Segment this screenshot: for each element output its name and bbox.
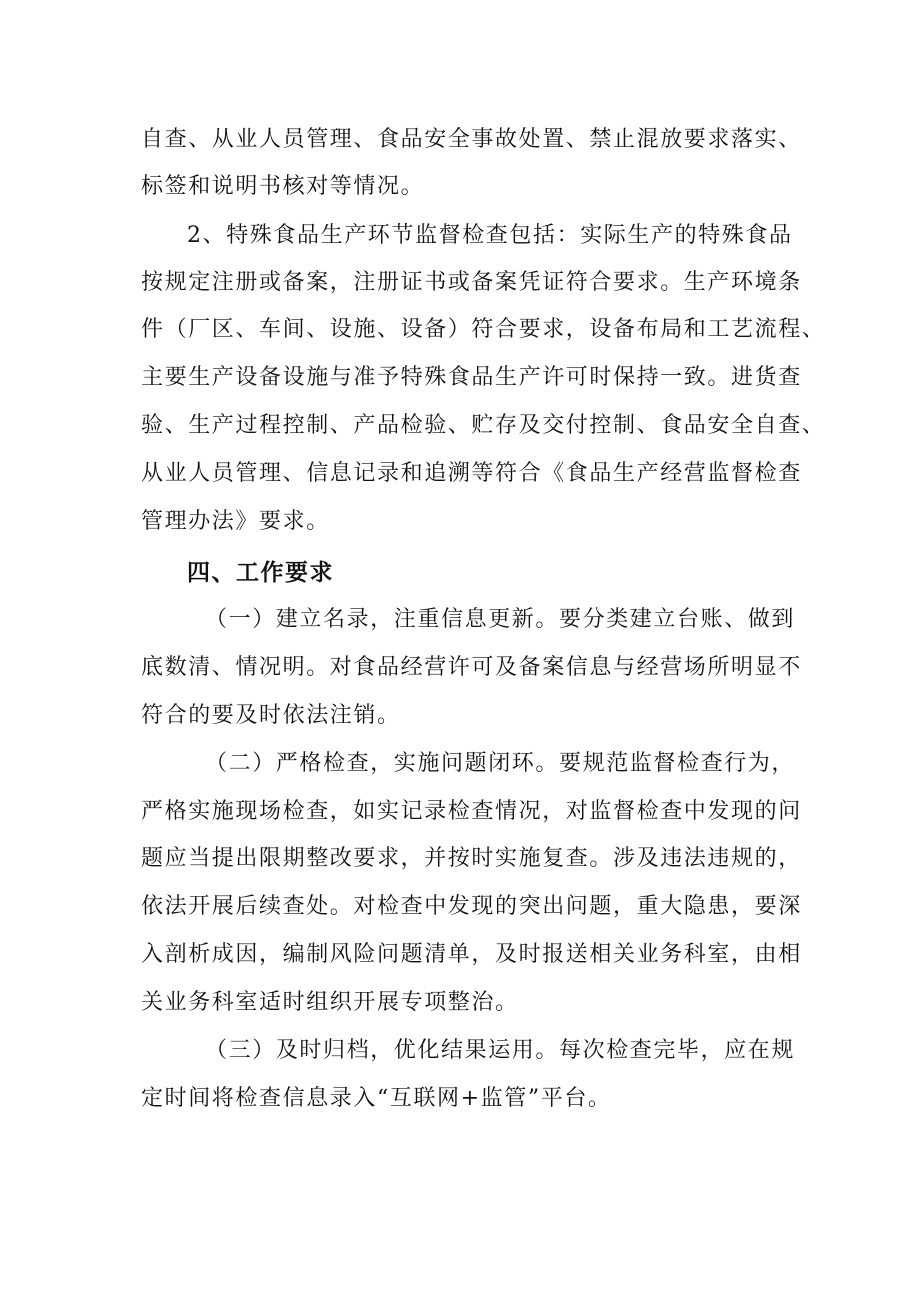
paragraph-start-line: 2、特殊食品生产环节监督检查包括：实际生产的特殊食品 — [187, 223, 793, 248]
body-line: 按规定注册或备案，注册证书或备案凭证符合要求。生产环境条 — [141, 270, 802, 295]
body-line: 从业人员管理、信息记录和追溯等符合《食品生产经营监督检查 — [141, 461, 802, 486]
body-line: 关业务科室适时组织开展专项整治。 — [141, 990, 519, 1015]
paragraph-start-line: （二）严格检查，实施问题闭环。要规范监督检查行为， — [205, 751, 796, 776]
body-line: 标签和说明书核对等情况。 — [141, 174, 425, 199]
section-heading: 四、工作要求 — [187, 560, 334, 586]
body-line: 底数清、情况明。对食品经营许可及备案信息与经营场所明显不 — [141, 655, 802, 680]
body-line: 题应当提出限期整改要求，并按时实施复查。涉及违法违规的， — [141, 846, 802, 871]
body-line: 验、生产过程控制、产品检验、贮存及交付控制、食品安全自查、 — [141, 413, 826, 438]
body-line: 主要生产设备设施与准予特殊食品生产许可时保持一致。进货查 — [141, 365, 802, 390]
body-line: 管理办法》要求。 — [141, 509, 330, 534]
body-line: 严格实施现场检查，如实记录检查情况，对监督检查中发现的问 — [141, 799, 802, 824]
paragraph-start-line: （一）建立名录，注重信息更新。要分类建立台账、做到 — [205, 607, 796, 632]
body-line: 入剖析成因，编制风险问题清单，及时报送相关业务科室，由相 — [141, 942, 802, 967]
body-line: 符合的要及时依法注销。 — [141, 703, 401, 728]
body-line: 件（厂区、车间、设施、设备）符合要求，设备布局和工艺流程、 — [141, 317, 826, 342]
body-line: 依法开展后续查处。对检查中发现的突出问题，重大隐患，要深 — [141, 894, 802, 919]
body-line: 自查、从业人员管理、食品安全事故处置、禁止混放要求落实、 — [141, 127, 802, 152]
body-line: 定时间将检查信息录入“互联网+监管”平台。 — [141, 1086, 612, 1111]
paragraph-start-line: （三）及时归档，优化结果运用。每次检查完毕，应在规 — [205, 1038, 796, 1063]
